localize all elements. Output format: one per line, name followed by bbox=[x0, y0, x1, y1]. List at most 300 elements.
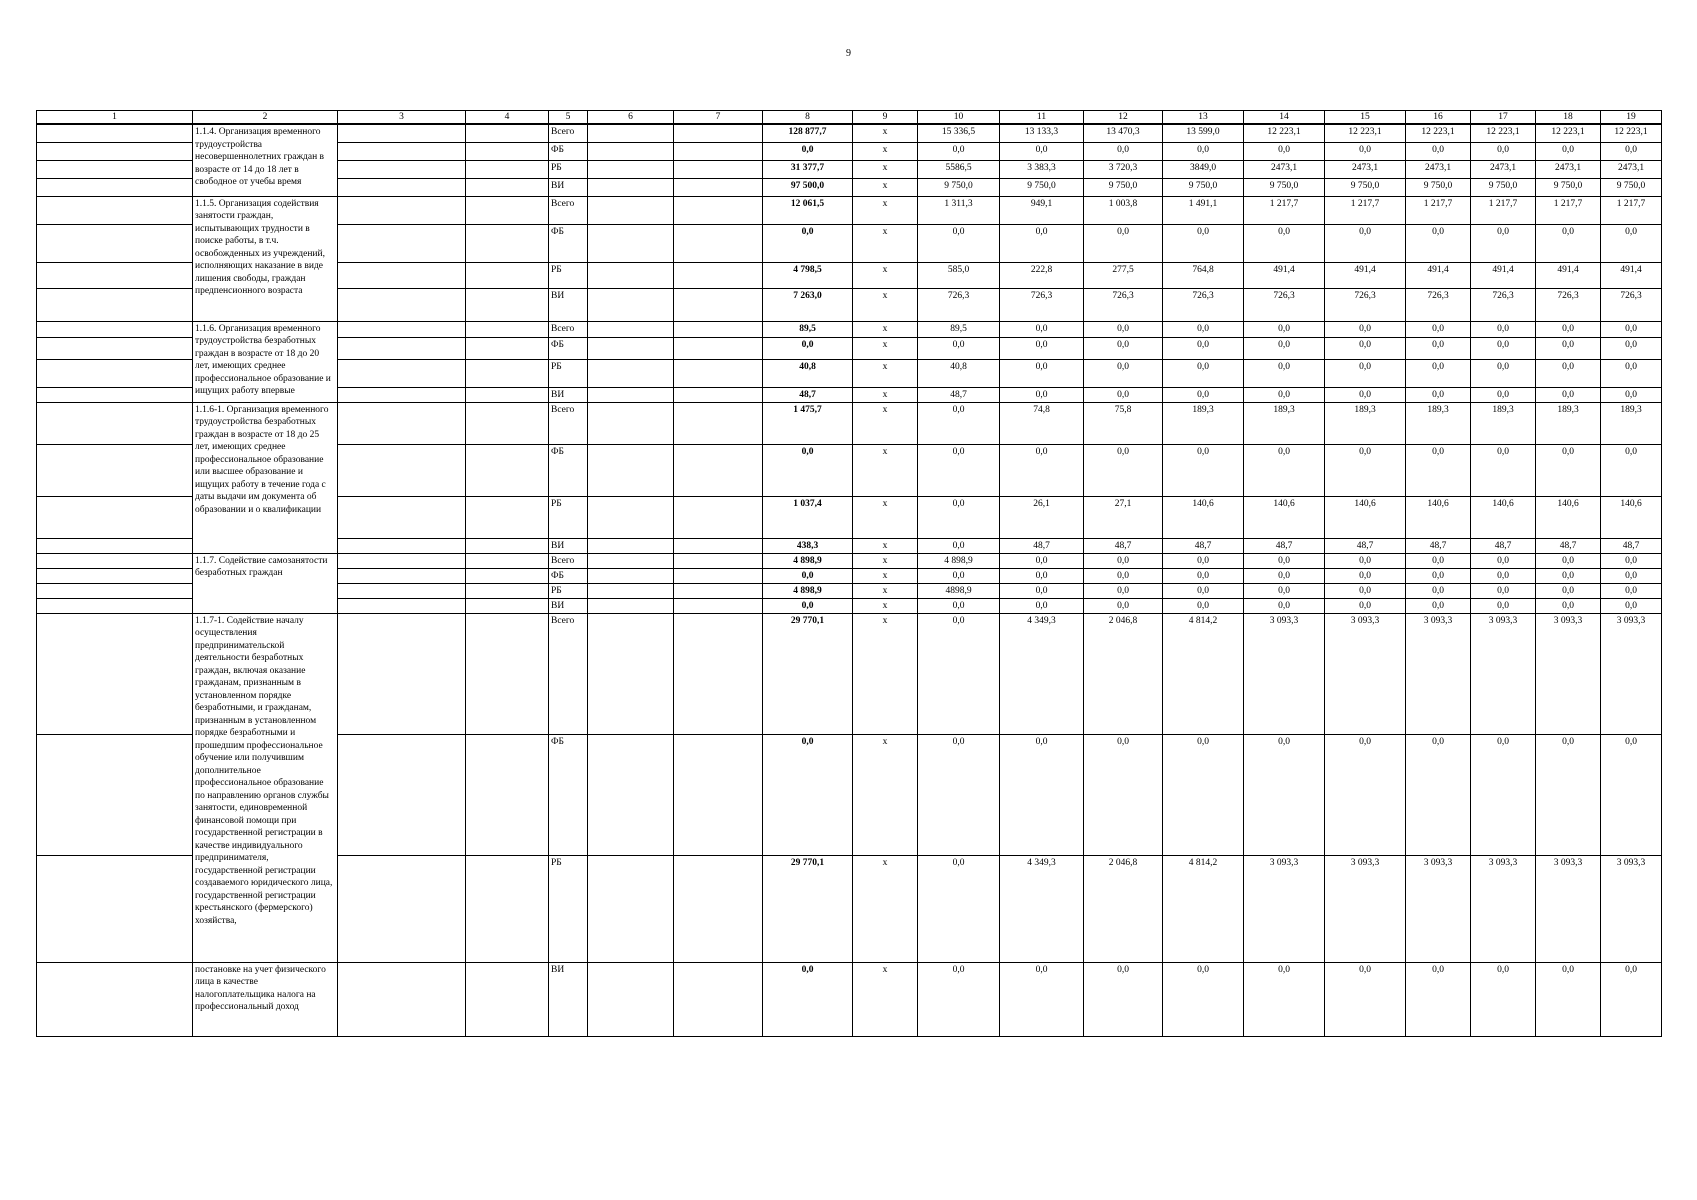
year-value: 2 046,8 bbox=[1084, 855, 1163, 962]
marker-cell: х bbox=[853, 224, 918, 262]
year-value: 726,3 bbox=[1084, 288, 1163, 321]
marker-cell: х bbox=[853, 402, 918, 444]
header-cell: 2 bbox=[193, 111, 338, 125]
year-value: 0,0 bbox=[1536, 553, 1601, 568]
col3-cell bbox=[338, 196, 466, 224]
year-value: 0,0 bbox=[1601, 337, 1662, 359]
col3-cell bbox=[338, 444, 466, 496]
year-value: 0,0 bbox=[1325, 568, 1406, 583]
total-value: 4 898,9 bbox=[763, 583, 853, 598]
col4-cell bbox=[466, 568, 549, 583]
year-value: 189,3 bbox=[1601, 402, 1662, 444]
col3-cell bbox=[338, 583, 466, 598]
year-value: 0,0 bbox=[1000, 224, 1084, 262]
marker-cell: х bbox=[853, 142, 918, 160]
year-value: 3 093,3 bbox=[1471, 613, 1536, 734]
header-cell: 4 bbox=[466, 111, 549, 125]
col6-cell bbox=[588, 444, 674, 496]
year-value: 48,7 bbox=[1325, 538, 1406, 553]
year-value: 0,0 bbox=[1244, 142, 1325, 160]
col1-cell bbox=[37, 613, 193, 734]
year-value: 0,0 bbox=[1536, 962, 1601, 1036]
year-value: 0,0 bbox=[918, 538, 1000, 553]
col4-cell bbox=[466, 359, 549, 387]
total-value: 0,0 bbox=[763, 444, 853, 496]
year-value: 0,0 bbox=[918, 598, 1000, 613]
page-number: 9 bbox=[846, 48, 851, 59]
funding-source: ВИ bbox=[549, 288, 588, 321]
marker-cell: х bbox=[853, 962, 918, 1036]
total-value: 128 877,7 bbox=[763, 124, 853, 142]
header-cell: 12 bbox=[1084, 111, 1163, 125]
col3-cell bbox=[338, 337, 466, 359]
year-value: 0,0 bbox=[1163, 321, 1244, 337]
year-value: 4 898,9 bbox=[918, 553, 1000, 568]
year-value: 0,0 bbox=[1601, 321, 1662, 337]
total-value: 97 500,0 bbox=[763, 178, 853, 196]
col7-cell bbox=[674, 224, 763, 262]
col1-cell bbox=[37, 337, 193, 359]
col7-cell bbox=[674, 613, 763, 734]
year-value: 0,0 bbox=[1163, 598, 1244, 613]
funding-source: ВИ bbox=[549, 178, 588, 196]
year-value: 0,0 bbox=[1601, 962, 1662, 1036]
year-value: 0,0 bbox=[1471, 568, 1536, 583]
col6-cell bbox=[588, 553, 674, 568]
measure-description: 1.1.7-1. Содействие началу осуществления предпринимательской деятельности безработных граждан, включая оказание гражданам, признанным в установленном порядке безработными, и гражданам, признанным в установленном порядке безработными и прошедшим профессиональное обучение или получившим дополнительное профессиональное образование по направлению органов службы занятости, единовременной финансовой помощи при государственной регистрации в качестве индивидуального предпринимателя, государственной регистрации создаваемого юридического лица, государственной регистрации крестьянского (фермерского) хозяйства, bbox=[193, 613, 338, 962]
year-value: 0,0 bbox=[1000, 553, 1084, 568]
total-value: 29 770,1 bbox=[763, 855, 853, 962]
year-value: 0,0 bbox=[1536, 359, 1601, 387]
funding-source: ФБ bbox=[549, 337, 588, 359]
year-value: 0,0 bbox=[1471, 553, 1536, 568]
year-value: 0,0 bbox=[1601, 142, 1662, 160]
col1-cell bbox=[37, 598, 193, 613]
col1-cell bbox=[37, 962, 193, 1036]
col3-cell bbox=[338, 538, 466, 553]
year-value: 0,0 bbox=[1536, 224, 1601, 262]
year-value: 3 093,3 bbox=[1406, 855, 1471, 962]
funding-source: Всего bbox=[549, 196, 588, 224]
year-value: 0,0 bbox=[918, 734, 1000, 855]
year-value: 0,0 bbox=[1163, 359, 1244, 387]
year-value: 0,0 bbox=[1000, 962, 1084, 1036]
measure-description: 1.1.6-1. Организация временного трудоустройства безработных граждан в возрасте от 18 до 25 лет, имеющих среднее профессиональное образование или высшее образование и ищущих работу в течение года с даты выдачи им документа об образовании и о квалификации bbox=[193, 402, 338, 553]
funding-source: Всего bbox=[549, 124, 588, 142]
year-value: 0,0 bbox=[1163, 553, 1244, 568]
col7-cell bbox=[674, 568, 763, 583]
year-value: 0,0 bbox=[1536, 568, 1601, 583]
col7-cell bbox=[674, 178, 763, 196]
col7-cell bbox=[674, 583, 763, 598]
col1-cell bbox=[37, 359, 193, 387]
funding-source: ВИ bbox=[549, 387, 588, 402]
year-value: 726,3 bbox=[1406, 288, 1471, 321]
year-value: 0,0 bbox=[1000, 598, 1084, 613]
year-value: 0,0 bbox=[918, 613, 1000, 734]
year-value: 0,0 bbox=[1471, 359, 1536, 387]
table-row bbox=[37, 124, 1662, 142]
header-cell: 10 bbox=[918, 111, 1000, 125]
col4-cell bbox=[466, 124, 549, 142]
year-value: 0,0 bbox=[1084, 962, 1163, 1036]
col3-cell bbox=[338, 613, 466, 734]
year-value: 0,0 bbox=[1406, 387, 1471, 402]
year-value: 0,0 bbox=[918, 444, 1000, 496]
col4-cell bbox=[466, 337, 549, 359]
year-value: 48,7 bbox=[1163, 538, 1244, 553]
year-value: 764,8 bbox=[1163, 262, 1244, 288]
year-value: 12 223,1 bbox=[1406, 124, 1471, 142]
year-value: 0,0 bbox=[1000, 568, 1084, 583]
year-value: 12 223,1 bbox=[1601, 124, 1662, 142]
year-value: 0,0 bbox=[1163, 142, 1244, 160]
col7-cell bbox=[674, 496, 763, 538]
year-value: 2473,1 bbox=[1406, 160, 1471, 178]
year-value: 1 217,7 bbox=[1471, 196, 1536, 224]
year-value: 0,0 bbox=[1000, 142, 1084, 160]
year-value: 0,0 bbox=[1000, 387, 1084, 402]
col1-cell bbox=[37, 402, 193, 444]
col1-cell bbox=[37, 288, 193, 321]
year-value: 0,0 bbox=[918, 855, 1000, 962]
year-value: 0,0 bbox=[1000, 321, 1084, 337]
year-value: 0,0 bbox=[1000, 583, 1084, 598]
col3-cell bbox=[338, 142, 466, 160]
header-row bbox=[37, 111, 1662, 125]
total-value: 0,0 bbox=[763, 142, 853, 160]
year-value: 0,0 bbox=[1471, 224, 1536, 262]
year-value: 2 046,8 bbox=[1084, 613, 1163, 734]
col1-cell bbox=[37, 224, 193, 262]
col6-cell bbox=[588, 337, 674, 359]
year-value: 0,0 bbox=[918, 224, 1000, 262]
funding-source: ФБ bbox=[549, 224, 588, 262]
year-value: 9 750,0 bbox=[918, 178, 1000, 196]
year-value: 48,7 bbox=[1601, 538, 1662, 553]
year-value: 13 133,3 bbox=[1000, 124, 1084, 142]
year-value: 15 336,5 bbox=[918, 124, 1000, 142]
col4-cell bbox=[466, 444, 549, 496]
year-value: 0,0 bbox=[1536, 583, 1601, 598]
table-row bbox=[37, 962, 1662, 1036]
year-value: 3 093,3 bbox=[1244, 855, 1325, 962]
year-value: 0,0 bbox=[1536, 387, 1601, 402]
col6-cell bbox=[588, 583, 674, 598]
year-value: 12 223,1 bbox=[1325, 124, 1406, 142]
header-cell: 15 bbox=[1325, 111, 1406, 125]
col3-cell bbox=[338, 734, 466, 855]
col7-cell bbox=[674, 337, 763, 359]
col7-cell bbox=[674, 359, 763, 387]
col3-cell bbox=[338, 160, 466, 178]
year-value: 140,6 bbox=[1325, 496, 1406, 538]
header-cell: 1 bbox=[37, 111, 193, 125]
year-value: 0,0 bbox=[1084, 734, 1163, 855]
year-value: 1 217,7 bbox=[1536, 196, 1601, 224]
year-value: 4 349,3 bbox=[1000, 855, 1084, 962]
col1-cell bbox=[37, 568, 193, 583]
year-value: 0,0 bbox=[1471, 387, 1536, 402]
year-value: 4 814,2 bbox=[1163, 855, 1244, 962]
year-value: 3 093,3 bbox=[1536, 855, 1601, 962]
year-value: 0,0 bbox=[1325, 321, 1406, 337]
col4-cell bbox=[466, 178, 549, 196]
funding-source: ВИ bbox=[549, 962, 588, 1036]
year-value: 140,6 bbox=[1601, 496, 1662, 538]
year-value: 0,0 bbox=[1325, 962, 1406, 1036]
year-value: 0,0 bbox=[1163, 734, 1244, 855]
year-value: 48,7 bbox=[1471, 538, 1536, 553]
year-value: 0,0 bbox=[1406, 962, 1471, 1036]
marker-cell: х bbox=[853, 160, 918, 178]
header-cell: 14 bbox=[1244, 111, 1325, 125]
col1-cell bbox=[37, 196, 193, 224]
year-value: 0,0 bbox=[1163, 583, 1244, 598]
year-value: 491,4 bbox=[1601, 262, 1662, 288]
year-value: 0,0 bbox=[1536, 142, 1601, 160]
marker-cell: х bbox=[853, 196, 918, 224]
year-value: 0,0 bbox=[1406, 734, 1471, 855]
year-value: 2473,1 bbox=[1471, 160, 1536, 178]
col3-cell bbox=[338, 962, 466, 1036]
year-value: 222,8 bbox=[1000, 262, 1084, 288]
col7-cell bbox=[674, 262, 763, 288]
year-value: 189,3 bbox=[1244, 402, 1325, 444]
year-value: 2473,1 bbox=[1244, 160, 1325, 178]
col7-cell bbox=[674, 598, 763, 613]
year-value: 75,8 bbox=[1084, 402, 1163, 444]
year-value: 277,5 bbox=[1084, 262, 1163, 288]
year-value: 0,0 bbox=[1536, 598, 1601, 613]
year-value: 0,0 bbox=[918, 142, 1000, 160]
funding-source: ФБ bbox=[549, 142, 588, 160]
year-value: 9 750,0 bbox=[1471, 178, 1536, 196]
year-value: 0,0 bbox=[1601, 583, 1662, 598]
col1-cell bbox=[37, 553, 193, 568]
total-value: 0,0 bbox=[763, 598, 853, 613]
total-value: 12 061,5 bbox=[763, 196, 853, 224]
marker-cell: х bbox=[853, 124, 918, 142]
budget-table bbox=[36, 110, 1662, 1037]
marker-cell: х bbox=[853, 568, 918, 583]
year-value: 0,0 bbox=[1000, 734, 1084, 855]
year-value: 726,3 bbox=[1325, 288, 1406, 321]
year-value: 726,3 bbox=[918, 288, 1000, 321]
col7-cell bbox=[674, 142, 763, 160]
col1-cell bbox=[37, 496, 193, 538]
year-value: 0,0 bbox=[1406, 224, 1471, 262]
table-row bbox=[37, 196, 1662, 224]
year-value: 726,3 bbox=[1244, 288, 1325, 321]
year-value: 0,0 bbox=[1601, 553, 1662, 568]
year-value: 0,0 bbox=[1000, 444, 1084, 496]
col3-cell bbox=[338, 855, 466, 962]
year-value: 4 814,2 bbox=[1163, 613, 1244, 734]
year-value: 0,0 bbox=[1471, 583, 1536, 598]
year-value: 48,7 bbox=[918, 387, 1000, 402]
year-value: 0,0 bbox=[1000, 337, 1084, 359]
year-value: 0,0 bbox=[1325, 444, 1406, 496]
header-cell: 18 bbox=[1536, 111, 1601, 125]
year-value: 0,0 bbox=[1163, 224, 1244, 262]
year-value: 140,6 bbox=[1163, 496, 1244, 538]
col7-cell bbox=[674, 387, 763, 402]
year-value: 3 093,3 bbox=[1325, 613, 1406, 734]
marker-cell: х bbox=[853, 553, 918, 568]
total-value: 7 263,0 bbox=[763, 288, 853, 321]
total-value: 1 037,4 bbox=[763, 496, 853, 538]
col7-cell bbox=[674, 124, 763, 142]
year-value: 9 750,0 bbox=[1244, 178, 1325, 196]
year-value: 0,0 bbox=[1244, 387, 1325, 402]
total-value: 48,7 bbox=[763, 387, 853, 402]
funding-source: ФБ bbox=[549, 444, 588, 496]
col1-cell bbox=[37, 321, 193, 337]
year-value: 3 093,3 bbox=[1244, 613, 1325, 734]
year-value: 585,0 bbox=[918, 262, 1000, 288]
year-value: 3 383,3 bbox=[1000, 160, 1084, 178]
year-value: 0,0 bbox=[1244, 583, 1325, 598]
total-value: 0,0 bbox=[763, 224, 853, 262]
col1-cell bbox=[37, 160, 193, 178]
year-value: 0,0 bbox=[1244, 321, 1325, 337]
year-value: 0,0 bbox=[1406, 142, 1471, 160]
year-value: 0,0 bbox=[918, 496, 1000, 538]
year-value: 48,7 bbox=[1536, 538, 1601, 553]
col6-cell bbox=[588, 160, 674, 178]
year-value: 0,0 bbox=[1406, 359, 1471, 387]
marker-cell: х bbox=[853, 496, 918, 538]
year-value: 0,0 bbox=[1244, 553, 1325, 568]
col4-cell bbox=[466, 160, 549, 178]
year-value: 1 217,7 bbox=[1244, 196, 1325, 224]
year-value: 0,0 bbox=[1244, 598, 1325, 613]
col4-cell bbox=[466, 321, 549, 337]
col3-cell bbox=[338, 568, 466, 583]
year-value: 0,0 bbox=[1084, 568, 1163, 583]
col4-cell bbox=[466, 496, 549, 538]
year-value: 0,0 bbox=[1163, 962, 1244, 1036]
year-value: 726,3 bbox=[1163, 288, 1244, 321]
year-value: 13 599,0 bbox=[1163, 124, 1244, 142]
funding-source: Всего bbox=[549, 402, 588, 444]
total-value: 29 770,1 bbox=[763, 613, 853, 734]
col6-cell bbox=[588, 962, 674, 1036]
year-value: 0,0 bbox=[1536, 337, 1601, 359]
year-value: 0,0 bbox=[1536, 321, 1601, 337]
year-value: 0,0 bbox=[1471, 962, 1536, 1036]
year-value: 0,0 bbox=[1163, 337, 1244, 359]
col1-cell bbox=[37, 124, 193, 142]
year-value: 5586,5 bbox=[918, 160, 1000, 178]
year-value: 0,0 bbox=[1325, 387, 1406, 402]
marker-cell: х bbox=[853, 288, 918, 321]
year-value: 0,0 bbox=[1471, 142, 1536, 160]
col3-cell bbox=[338, 598, 466, 613]
marker-cell: х bbox=[853, 321, 918, 337]
header-cell: 11 bbox=[1000, 111, 1084, 125]
marker-cell: х bbox=[853, 387, 918, 402]
year-value: 0,0 bbox=[1244, 734, 1325, 855]
year-value: 4 349,3 bbox=[1000, 613, 1084, 734]
col4-cell bbox=[466, 583, 549, 598]
year-value: 0,0 bbox=[1163, 387, 1244, 402]
year-value: 0,0 bbox=[1084, 224, 1163, 262]
funding-source: РБ bbox=[549, 583, 588, 598]
col1-cell bbox=[37, 444, 193, 496]
year-value: 949,1 bbox=[1000, 196, 1084, 224]
col7-cell bbox=[674, 402, 763, 444]
year-value: 726,3 bbox=[1471, 288, 1536, 321]
col4-cell bbox=[466, 224, 549, 262]
year-value: 40,8 bbox=[918, 359, 1000, 387]
total-value: 31 377,7 bbox=[763, 160, 853, 178]
year-value: 491,4 bbox=[1244, 262, 1325, 288]
year-value: 48,7 bbox=[1084, 538, 1163, 553]
year-value: 491,4 bbox=[1406, 262, 1471, 288]
year-value: 726,3 bbox=[1536, 288, 1601, 321]
table-row bbox=[37, 613, 1662, 734]
col6-cell bbox=[588, 387, 674, 402]
year-value: 189,3 bbox=[1163, 402, 1244, 444]
year-value: 140,6 bbox=[1244, 496, 1325, 538]
year-value: 3 093,3 bbox=[1601, 613, 1662, 734]
col6-cell bbox=[588, 402, 674, 444]
col3-cell bbox=[338, 288, 466, 321]
col4-cell bbox=[466, 598, 549, 613]
year-value: 0,0 bbox=[1084, 598, 1163, 613]
col6-cell bbox=[588, 568, 674, 583]
col3-cell bbox=[338, 387, 466, 402]
col4-cell bbox=[466, 387, 549, 402]
year-value: 726,3 bbox=[1000, 288, 1084, 321]
col6-cell bbox=[588, 142, 674, 160]
year-value: 0,0 bbox=[1471, 444, 1536, 496]
measure-description: 1.1.7. Содействие самозанятости безработных граждан bbox=[193, 553, 338, 613]
year-value: 1 217,7 bbox=[1601, 196, 1662, 224]
year-value: 0,0 bbox=[1406, 568, 1471, 583]
table-row bbox=[37, 402, 1662, 444]
year-value: 0,0 bbox=[1325, 359, 1406, 387]
year-value: 3 093,3 bbox=[1406, 613, 1471, 734]
col1-cell bbox=[37, 142, 193, 160]
col7-cell bbox=[674, 321, 763, 337]
year-value: 0,0 bbox=[1244, 962, 1325, 1036]
total-value: 0,0 bbox=[763, 337, 853, 359]
col6-cell bbox=[588, 734, 674, 855]
col6-cell bbox=[588, 321, 674, 337]
marker-cell: х bbox=[853, 583, 918, 598]
col6-cell bbox=[588, 288, 674, 321]
year-value: 0,0 bbox=[1244, 568, 1325, 583]
col7-cell bbox=[674, 538, 763, 553]
year-value: 0,0 bbox=[1406, 337, 1471, 359]
year-value: 491,4 bbox=[1325, 262, 1406, 288]
year-value: 3 093,3 bbox=[1325, 855, 1406, 962]
year-value: 0,0 bbox=[918, 568, 1000, 583]
year-value: 13 470,3 bbox=[1084, 124, 1163, 142]
year-value: 48,7 bbox=[1406, 538, 1471, 553]
year-value: 9 750,0 bbox=[1536, 178, 1601, 196]
funding-source: ФБ bbox=[549, 734, 588, 855]
col6-cell bbox=[588, 359, 674, 387]
year-value: 726,3 bbox=[1601, 288, 1662, 321]
col6-cell bbox=[588, 598, 674, 613]
col1-cell bbox=[37, 583, 193, 598]
year-value: 0,0 bbox=[1536, 734, 1601, 855]
year-value: 12 223,1 bbox=[1536, 124, 1601, 142]
